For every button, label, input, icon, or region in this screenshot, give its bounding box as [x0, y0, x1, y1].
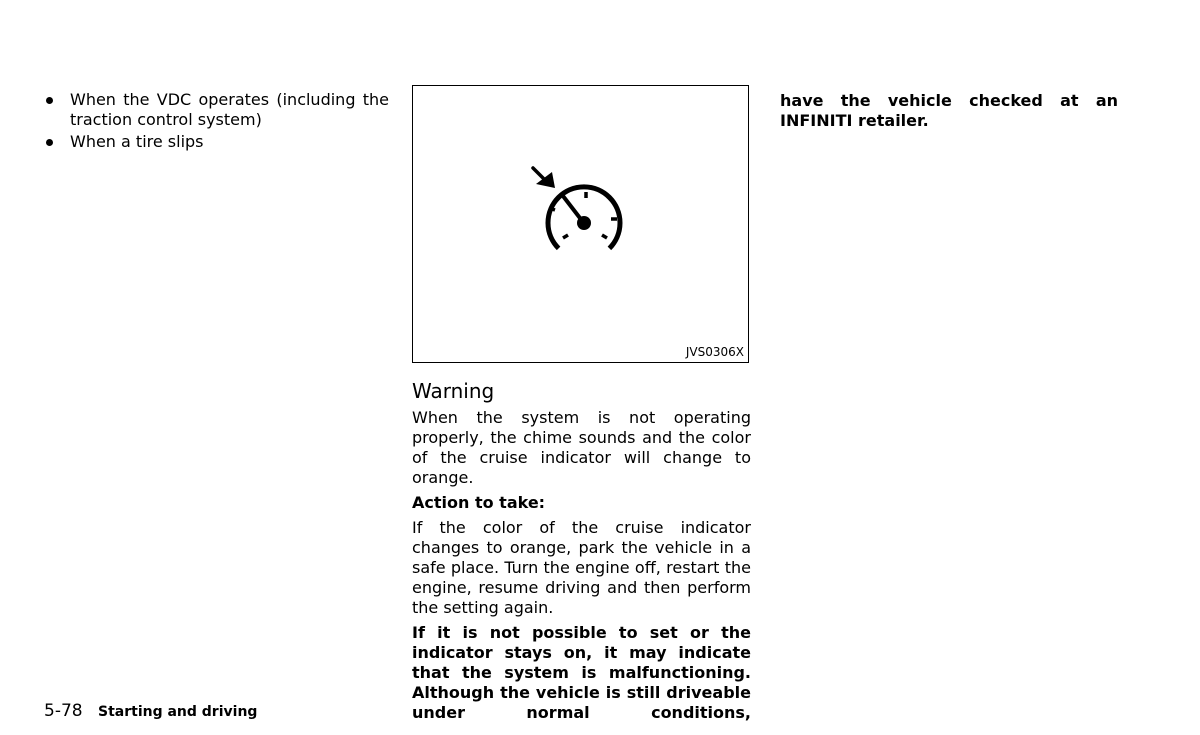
bullet-text: When a tire slips — [70, 132, 204, 151]
bullet-list — [44, 90, 389, 154]
figure-id: JVS0306X — [685, 345, 744, 359]
list-item — [44, 132, 389, 152]
cruise-speedometer-with-arrow-icon — [528, 164, 628, 264]
list-item — [44, 90, 389, 130]
bullet-text: When the VDC operates (including the traction control system) — [70, 90, 389, 129]
right-column-text: have the vehicle checked at an INFINITI retailer. — [780, 91, 1118, 130]
bold-paragraph: If it is not possible to set or the indicator stays on, it may indicate that the system is malfunctioning. Although the vehicle is still driveable under normal conditions, — [412, 623, 751, 722]
figure-box — [412, 85, 749, 363]
page-number: 5-78 — [44, 701, 83, 721]
intro-paragraph: When the system is not operating properly, the chime sounds and the color of the cruise indicator will change to orange. — [412, 408, 751, 487]
action-label: Action to take: — [412, 493, 546, 512]
action-paragraph: If the color of the cruise indicator changes to orange, park the vehicle in a safe place. Turn the engine off, restart the engine, resume driving and then perform the setting again. — [412, 518, 751, 617]
bullet-dot-icon — [46, 97, 53, 104]
section-name: Starting and driving — [98, 704, 258, 720]
bullet-dot-icon — [46, 139, 53, 146]
page-footer — [44, 700, 257, 723]
middle-column — [412, 378, 751, 728]
section-heading: Warning — [412, 379, 495, 403]
